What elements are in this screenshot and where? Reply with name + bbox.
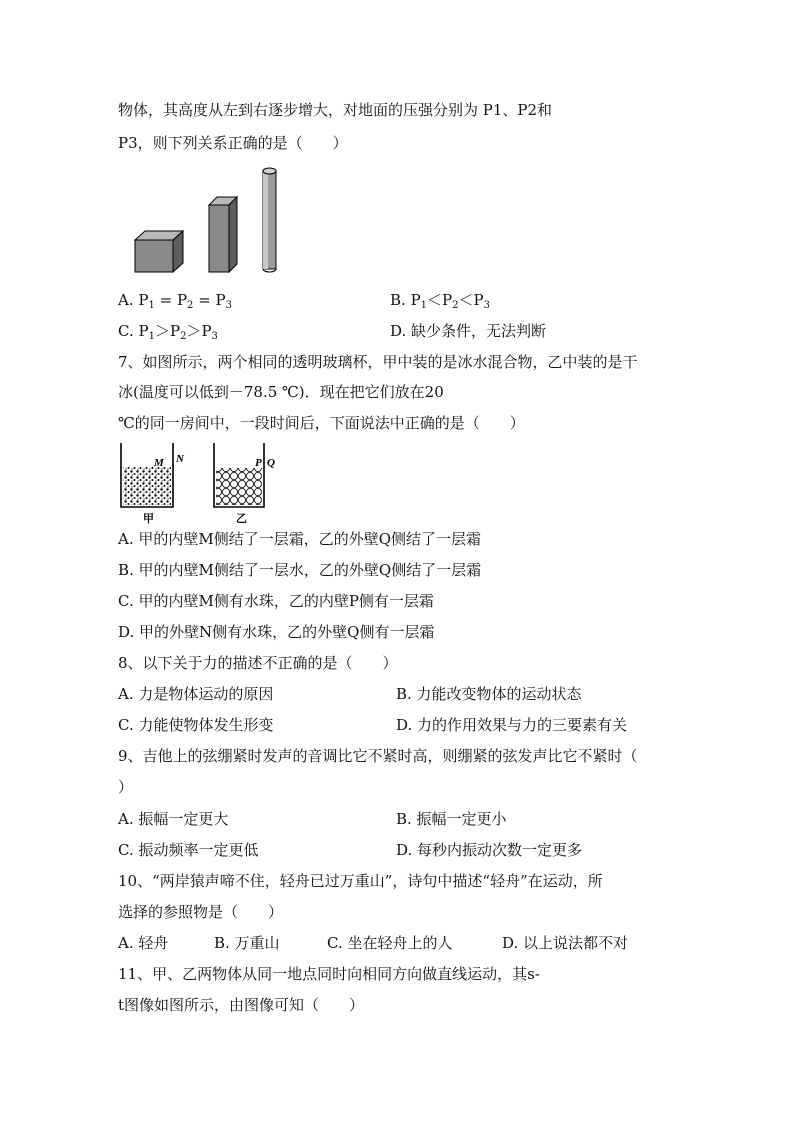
q7-stem-line2: 冰(温度可以低到－78.5 ℃)．现在把它们放在20: [118, 383, 444, 401]
q6-option-d: D. 缺少条件，无法判断: [390, 322, 547, 340]
q7-option-d: D. 甲的外壁N侧有水珠，乙的外壁Q侧有一层霜: [118, 623, 435, 641]
label-m: M: [154, 457, 164, 469]
q11-stem-line1: 11、甲、乙两物体从同一地点同时向相同方向做直线运动，其s-: [118, 965, 540, 983]
q6-option-c: C. $P_1>P_2>P_3$: [118, 322, 218, 342]
q10-option-d: D. 以上说法都不对: [502, 934, 629, 952]
q6-option-b: B. $P_1<P_2<P_3$: [390, 291, 490, 311]
q9-stem-line2: ）: [118, 778, 134, 796]
q11-stem-line2: t图像如图所示，由图像可知（ ）: [118, 996, 365, 1014]
q10-stem-line2: 选择的参照物是（ ）: [118, 903, 284, 921]
q9-option-b: B. 振幅一定更小: [396, 810, 507, 828]
label-p: P: [255, 457, 262, 469]
q6-pressure-figure: [130, 165, 280, 275]
cube-object: [135, 231, 183, 272]
q9-stem-line1: 9、吉他上的弦绷紧时发声的音调比它不紧时高，则绷紧的弦发声比它不紧时（: [118, 747, 638, 765]
label-yi: 乙: [236, 512, 247, 525]
q9-option-d: D. 每秒内振动次数一定更多: [396, 841, 583, 859]
q8-option-a: A. 力是物体运动的原因: [118, 685, 274, 703]
q8-option-b: B. 力能改变物体的运动状态: [396, 685, 582, 703]
q7-option-c: C. 甲的内壁M侧有水珠，乙的内壁P侧有一层霜: [118, 592, 434, 610]
q6-stem-line2: P3，则下列关系正确的是（ ）: [118, 134, 348, 152]
q10-option-a: A. 轻舟: [118, 934, 169, 952]
q7-stem-line3: ℃的同一房间中，一段时间后，下面说法中正确的是（ ）: [118, 414, 525, 432]
q6-stem-line1: 物体，其高度从左到右逐步增大，对地面的压强分别为 P1、P2和: [118, 101, 553, 119]
glass-yi: [214, 443, 264, 507]
q7-stem-line1: 7、如图所示，两个相同的透明玻璃杯，甲中装的是冰水混合物，乙中装的是干: [118, 353, 638, 371]
q7-option-b: B. 甲的内壁M侧结了一层水，乙的外壁Q侧结了一层霜: [118, 561, 482, 579]
q7-glass-figure: [118, 440, 288, 525]
q7-option-a: A. 甲的内壁M侧结了一层霜，乙的外壁Q侧结了一层霜: [118, 530, 482, 548]
q9-option-a: A. 振幅一定更大: [118, 810, 229, 828]
q8-stem: 8、以下关于力的描述不正确的是（ ）: [118, 654, 398, 672]
q8-option-c: C. 力能使物体发生形变: [118, 716, 274, 734]
q10-option-b: B. 万重山: [214, 934, 280, 952]
glass-jia: [121, 443, 173, 507]
cylinder-object: [263, 168, 276, 272]
q6-option-a: A. $P_1 = P_2 = P_3$: [118, 291, 232, 311]
label-n: N: [176, 453, 184, 465]
q9-option-c: C. 振动频率一定更低: [118, 841, 259, 859]
label-q: Q: [267, 457, 275, 469]
q8-option-d: D. 力的作用效果与力的三要素有关: [396, 716, 628, 734]
label-jia: 甲: [143, 512, 154, 525]
tall-block-object: [209, 197, 237, 272]
q10-option-c: C. 坐在轻舟上的人: [327, 934, 453, 952]
q10-stem-line1: 10、“两岸猿声啼不住，轻舟已过万重山”，诗句中描述“轻舟”在运动，所: [118, 872, 603, 890]
